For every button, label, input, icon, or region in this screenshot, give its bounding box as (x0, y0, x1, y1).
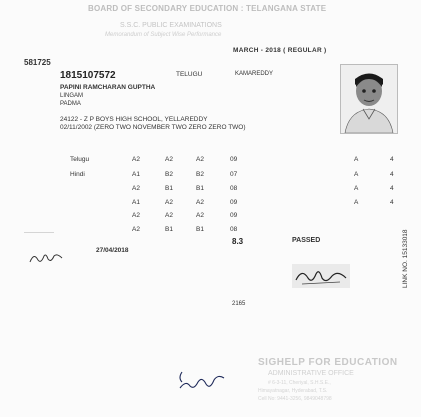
grade-cell-g3: B2 (196, 171, 204, 178)
divider (24, 232, 54, 233)
grade-cell-g1: A2 (132, 212, 140, 219)
grade-cell-g2: B2 (165, 171, 173, 178)
gpa-value: 8.3 (232, 237, 244, 246)
grade-cell-gp: 4 (390, 156, 394, 163)
initials-signature-icon (28, 250, 64, 266)
grade-cell-g3: B1 (196, 185, 204, 192)
grade-cell-grade: A (354, 171, 359, 178)
candidate-name: PAPINI RAMCHARAN GUPTHA (60, 84, 156, 91)
grade-cell-g2: B1 (165, 226, 173, 233)
serial-number: 581725 (24, 58, 51, 67)
grade-cell-grade: A (354, 156, 359, 163)
medium-label: TELUGU (176, 71, 203, 78)
exam-session: MARCH - 2018 ( REGULAR ) (233, 47, 327, 54)
grade-cell-g1: A2 (132, 226, 140, 233)
grade-cell-g1: A1 (132, 199, 140, 206)
grade-cell-pts: 08 (230, 185, 238, 192)
subject-name: Telugu (70, 156, 90, 163)
date-of-birth: 02/11/2002 (ZERO TWO NOVEMBER TWO ZERO ZERO TWO) (60, 124, 246, 131)
grade-cell-pts: 09 (230, 156, 238, 163)
photo-portrait-icon (341, 65, 397, 133)
school-name: 24122 - Z P BOYS HIGH SCHOOL, YELLAREDDY (60, 116, 208, 123)
grade-cell-g2: A2 (165, 156, 173, 163)
grade-cell-gp: 4 (390, 199, 394, 206)
grade-cell-g3: B1 (196, 226, 204, 233)
stamp-address-line1: # 6-3-11, Cheriyal, S.H.S.E., (268, 380, 331, 386)
grade-cell-g2: A2 (165, 212, 173, 219)
grade-cell-pts: 09 (230, 199, 238, 206)
controller-signature-icon (292, 264, 350, 288)
result-status: PASSED (292, 237, 321, 244)
pen-annotation-icon (176, 368, 228, 392)
grade-cell-g1: A2 (132, 185, 140, 192)
grade-cell-g1: A1 (132, 171, 140, 178)
grade-cell-g2: A2 (165, 199, 173, 206)
grade-cell-gp: 4 (390, 185, 394, 192)
grade-cell-g3: A2 (196, 156, 204, 163)
candidate-photo (340, 64, 398, 134)
subject-name: Hindi (70, 171, 85, 178)
grade-cell-gp: 4 (390, 171, 394, 178)
stamp-office: ADMINISTRATIVE OFFICE (268, 370, 354, 377)
mother-name: PADMA (60, 101, 81, 107)
page-number: 2165 (232, 301, 246, 307)
exam-heading: S.S.C. PUBLIC EXAMINATIONS (120, 22, 222, 29)
stamp-address-line2: Himayatnagar, Hyderabad, T.S. (258, 388, 328, 394)
grade-cell-pts: 09 (230, 212, 238, 219)
grade-cell-g1: A2 (132, 156, 140, 163)
grade-cell-g3: A2 (196, 199, 204, 206)
grade-cell-grade: A (354, 199, 359, 206)
stamp-address-line3: Cell No: 9441-3256, 9849048798 (258, 396, 332, 402)
grade-cell-g3: A2 (196, 212, 204, 219)
grade-cell-pts: 08 (230, 226, 238, 233)
stamp-organisation: SIGHELP FOR EDUCATION (258, 357, 398, 368)
issue-date: 27/04/2018 (96, 247, 129, 254)
district-label: KAMAREDDY (235, 71, 274, 77)
grade-cell-pts: 07 (230, 171, 238, 178)
link-number: LINK NO. 15133018 (402, 229, 409, 288)
grade-cell-grade: A (354, 185, 359, 192)
father-name: LINGAM (60, 93, 84, 99)
hall-ticket-number: 1815107572 (60, 70, 116, 81)
memo-subtitle: Memorandum of Subject Wise Performance (105, 32, 222, 38)
board-heading: BOARD OF SECONDARY EDUCATION : TELANGANA STATE (88, 4, 327, 13)
grade-cell-g2: B1 (165, 185, 173, 192)
